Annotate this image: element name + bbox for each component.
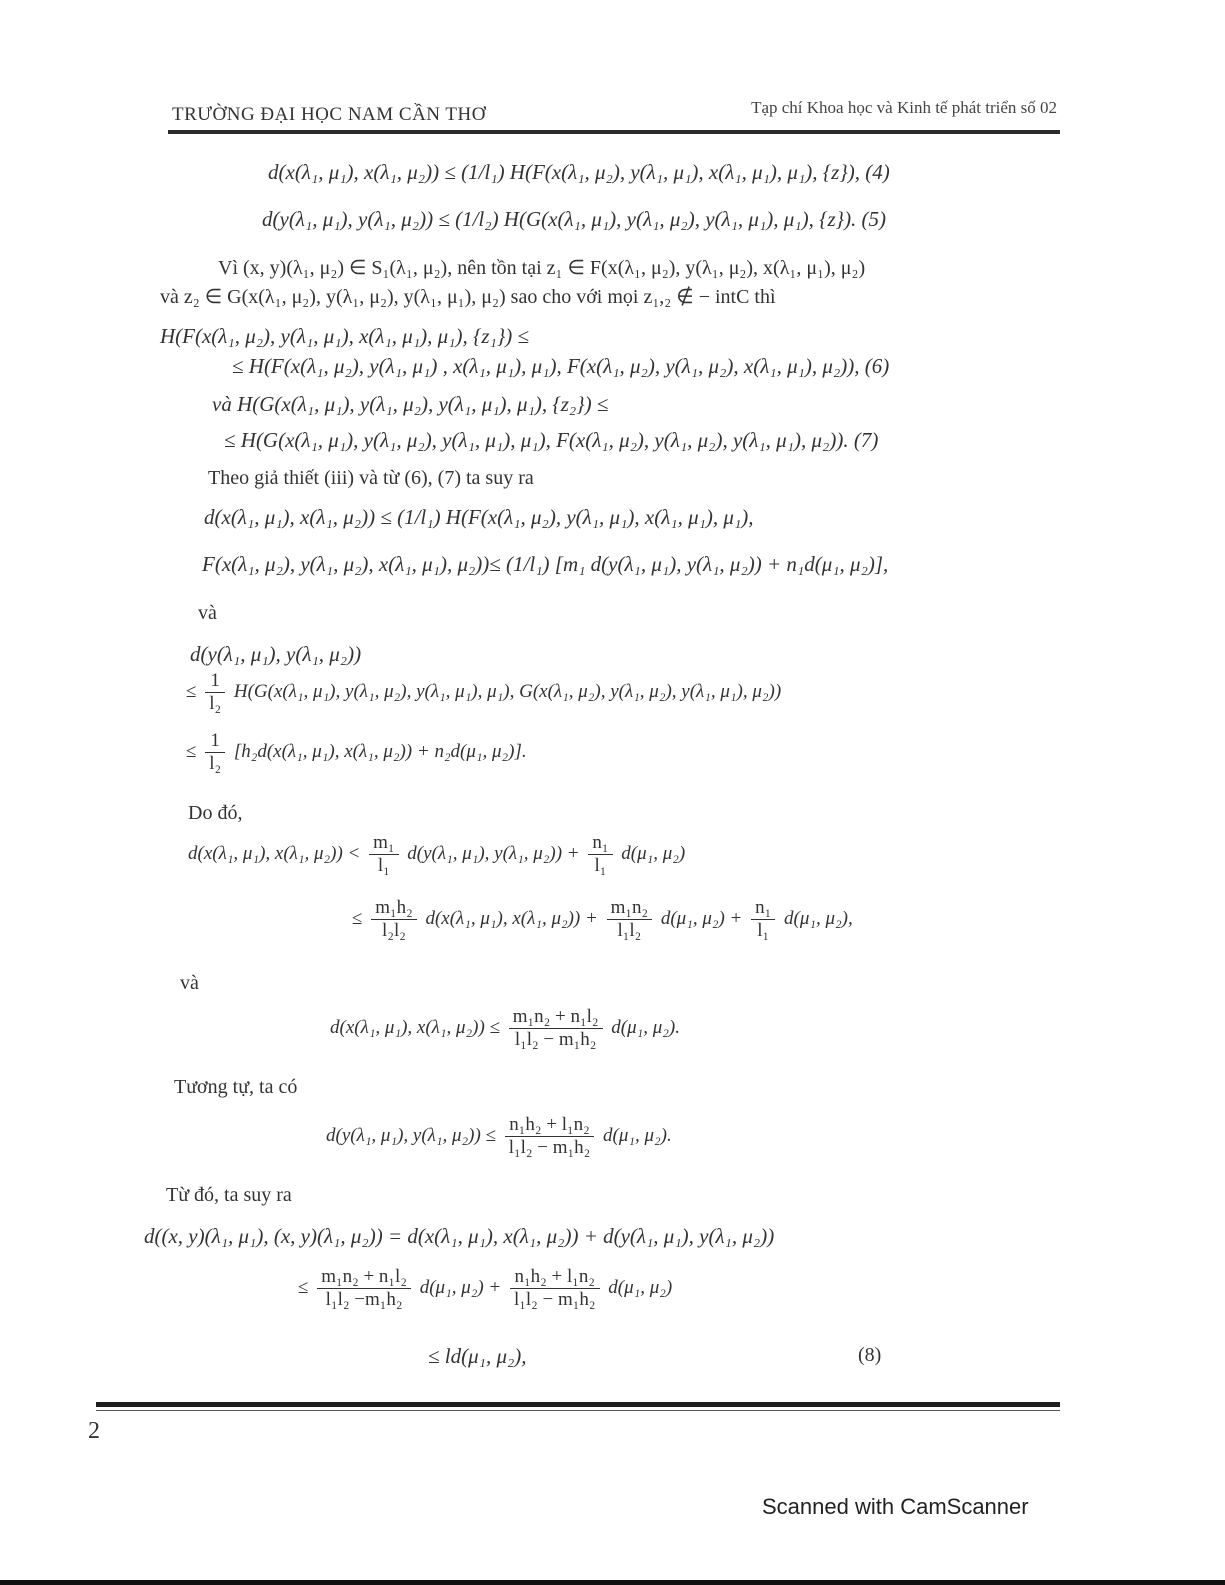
header-university: TRƯỜNG ĐẠI HỌC NAM CẦN THƠ (172, 104, 486, 125)
text-tu-do: Từ đó, ta suy ra (166, 1184, 292, 1206)
math-line-final: ≤ ld(μ₁, μ₂), (428, 1344, 527, 1368)
text-line-theo: Theo giả thiết (iii) và từ (6), (7) ta suy ra (208, 467, 534, 489)
fraction-n1-over-l1: $\frac{\text{n₁}}{\text{l₁}}$ (751, 897, 775, 942)
fraction-1-over-l2: $\frac{1}{\text{l₂}}$ (205, 670, 225, 715)
math-line-sum: d((x, y)(λ₁, μ₁), (x, y)(λ₁, μ₂)) = d(x(λ₁, μ₁), x(λ₁, μ₂)) + d(y(λ₁, μ₁), y(λ₁, μ₂)) (144, 1224, 775, 1248)
math-line-dx-1: d(x(λ₁, μ₁), x(λ₁, μ₂)) ≤ (1/l₁) H(F(x(λ₁, μ₂), y(λ₁, μ₁), x(λ₁, μ₁), μ₁), (204, 505, 754, 529)
equation-number-8: (8) (858, 1344, 882, 1366)
equation-4: d(x(λ₁, μ₁), x(λ₁, μ₂)) ≤ (1/l₁) H(F(x(λ₁, μ₂), y(λ₁, μ₁), x(λ₁, μ₁), μ₁), {z}), (4) (268, 160, 890, 184)
fraction-m1n2-over-l1l2: $\frac{\text{m₁n₂}}{\text{l₁l₂}}$ (607, 897, 653, 942)
equation-6: ≤ H(F(x(λ₁, μ₂), y(λ₁, μ₁) , x(λ₁, μ₁), μ₁), F(x(λ₁, μ₂), y(λ₁, μ₂), x(λ₁, μ₁), μ₂)), (6) (232, 354, 890, 378)
math-line-do-do-1: d(x(λ₁, μ₁), x(λ₁, μ₂)) < $\frac{\text{m₁}}{\text{l₁}}$ d(y(λ₁, μ₁), y(λ₁, μ₂)) + $\frac{\text{n₁}}{\text{l₁}}$ d(μ₁, μ₂) (188, 832, 686, 876)
fraction-sum-b: $\frac{\text{n₁h₂ + l₁n₂}}{\text{l₁l₂ − m₁h₂}}$ (510, 1266, 600, 1311)
math-line-dx-result: d(x(λ₁, μ₁), x(λ₁, μ₂)) ≤ $\frac{\text{m₁n₂ + n₁l₂}}{\text{l₁l₂ − m₁h₂}}$ d(μ₁, μ₂). (330, 1006, 680, 1050)
text-tuong-tu: Tương tự, ta có (174, 1076, 298, 1098)
footer-rule (96, 1402, 1060, 1407)
fraction-sum-a: $\frac{\text{m₁n₂ + n₁l₂}}{\text{l₁l₂ −m₁h₂}}$ (317, 1266, 411, 1311)
math-line-do-do-2: ≤ $\frac{\text{m₁h₂}}{\text{l₂l₂}}$ d(x(λ₁, μ₁), x(λ₁, μ₂)) + $\frac{\text{m₁n₂}}{\text{l₁l₂}}$ d(μ₁, μ₂) + $\frac{\text{n₁}}{\text{l₁}}$ d(μ₁, μ₂), (352, 897, 853, 941)
scan-bottom-edge (0, 1580, 1225, 1585)
math-line-dy-bracket: ≤ $\frac{1}{\text{l₂}}$ [h₂d(x(λ₁, μ₁), x(λ₁, μ₂)) + n₂d(μ₁, μ₂)]. (186, 730, 527, 774)
math-line-dy: d(y(λ₁, μ₁), y(λ₁, μ₂)) (190, 642, 362, 666)
footer-rule-thin (96, 1410, 1060, 1411)
text-line-vi: Vì (x, y)(λ₁, μ₂) ∈ S₁(λ₁, μ₂), nên tồn tại z₁ ∈ F(x(λ₁, μ₂), y(λ₁, μ₂), x(λ₁, μ₁), μ₂) (218, 257, 866, 279)
fraction-dy-result: $\frac{\text{n₁h₂ + l₁n₂}}{\text{l₁l₂ − m₁h₂}}$ (505, 1114, 595, 1159)
math-line-dx-2: F(x(λ₁, μ₂), y(λ₁, μ₂), x(λ₁, μ₁), μ₂))≤ (1/l₁) [m₁ d(y(λ₁, μ₁), y(λ₁, μ₂)) + n₁d(μ₁, μ₂)], (202, 552, 889, 576)
text-line-va-z2: và z₂ ∈ G(x(λ₁, μ₂), y(λ₁, μ₂), y(λ₁, μ₁), μ₂) sao cho với mọi z₁,₂ ∉ − intC thì (160, 286, 776, 308)
fraction-n1-over-l1: $\frac{\text{n₁}}{\text{l₁}}$ (588, 832, 612, 877)
fraction-m1h2-over-l2l2: $\frac{\text{m₁h₂}}{\text{l₂l₂}}$ (371, 897, 417, 942)
le-symbol: ≤ (186, 680, 197, 702)
scanner-watermark: Scanned with CamScanner (762, 1494, 1029, 1519)
text-va-1: và (198, 602, 217, 624)
math-line-h-f: H(F(x(λ₁, μ₂), y(λ₁, μ₁), x(λ₁, μ₁), μ₁), {z₁}) ≤ (160, 324, 529, 348)
math-line-h-g: và H(G(x(λ₁, μ₁), y(λ₁, μ₂), y(λ₁, μ₁), μ₁), {z₂}) ≤ (212, 392, 609, 416)
equation-7: ≤ H(G(x(λ₁, μ₁), y(λ₁, μ₂), y(λ₁, μ₁), μ₁), F(x(λ₁, μ₂), y(λ₁, μ₂), y(λ₁, μ₁), μ₂)). (7) (224, 428, 879, 452)
math-line-sum-bound: ≤ $\frac{\text{m₁n₂ + n₁l₂}}{\text{l₁l₂ −m₁h₂}}$ d(μ₁, μ₂) + $\frac{\text{n₁h₂ + l₁n₂}}{\text{l₁l₂ − m₁h₂}}$ d(μ₁, μ₂) (298, 1266, 673, 1310)
header-rule (168, 130, 1060, 134)
math-line-dy-h: ≤ $\frac{1}{\text{l₂}}$ H(G(x(λ₁, μ₁), y(λ₁, μ₂), y(λ₁, μ₁), μ₁), G(x(λ₁, μ₂), y(λ₁, μ₂), y(λ₁, μ₁), μ₂)) (186, 670, 782, 714)
equation-5: d(y(λ₁, μ₁), y(λ₁, μ₂)) ≤ (1/l₂) H(G(x(λ₁, μ₁), y(λ₁, μ₂), y(λ₁, μ₁), μ₁), {z}). (5) (262, 207, 887, 231)
fraction-dx-result: $\frac{\text{m₁n₂ + n₁l₂}}{\text{l₁l₂ − m₁h₂}}$ (509, 1006, 603, 1051)
text-va-2: và (180, 972, 199, 994)
header-journal: Tạp chí Khoa học và Kinh tế phát triển số 02 (751, 98, 1057, 117)
text-do-do: Do đó, (188, 802, 243, 824)
math-line-dy-result: d(y(λ₁, μ₁), y(λ₁, μ₂)) ≤ $\frac{\text{n₁h₂ + l₁n₂}}{\text{l₁l₂ − m₁h₂}}$ d(μ₁, μ₂). (326, 1114, 672, 1158)
fraction-m1-over-l1: $\frac{\text{m₁}}{\text{l₁}}$ (369, 832, 398, 877)
fraction-1-over-l2: $\frac{1}{\text{l₂}}$ (205, 730, 225, 775)
page-number: 2 (88, 1418, 100, 1444)
le-symbol: ≤ (186, 740, 197, 762)
